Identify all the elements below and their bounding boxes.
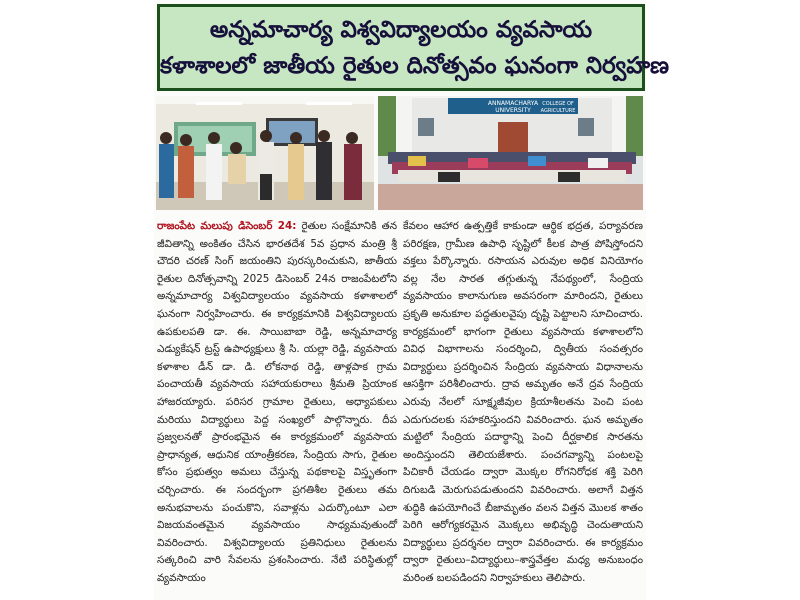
banner-text-2: UNIVERSITY xyxy=(495,107,531,114)
dateline: రాజంపేట మలుపు డిసెంబర్ 24: xyxy=(157,220,297,232)
headline-line-1: అన్నమాచార్య విశ్వవిద్యాలయం వ్యవసాయ xyxy=(209,17,593,43)
article-text-left: రైతుల సంక్షేమానికి తన జీవితాన్ని అంకితం చేసిన భారతదేశ 5వ ప్రధాన మంత్రి శ్రీ చౌదరి చరణ్ సింగ్ జయంతిని పురస్కరించుకుని, జాతీయ రైతుల దినోత్సవాన్ని 2025 డిసెంబర్ 24న రాజంపేటలోని అన్నమాచార్య విశ్వవిద్యాలయం వ్యవసాయ కళాశాలలో ఘనంగా నిర్వహించారు. ఈ కార్యక్రమానికి విశ్వవిద్యాలయ ఉపకులపతి డా. ఈ. సాయిబాబా రెడ్డి, అన్నమాచార్య ఎడ్యుకేషన్ ట్రస్ట్ ఉపాధ్యక్షులు శ్రీ సి. యల్లా రెడ్డి, వ్యవసాయ కళాశాల డీన్ డా. డి. లోకనాథ రెడ్డి, తాళ్లపాక గ్రామ పంచాయతీ వ్యవసాయ సహాయకురాలు శ్రీమతి ప్రియాంక హాజరయ్యారు. పరిసర గ్రామాల రైతులు, అధ్యాపకులు మరియు విద్యార్థులు పెద్ద సంఖ్యలో పాల్గొన్నారు. దీప ప్రజ్వలనతో ప్రారంభమైన ఈ కార్యక్రమంలో వ్యవసాయ ప్రాధాన్యత, ఆధునిక యాంత్రీకరణ, సేంద్రియ సాగు, రైతుల కోసం ప్రభుత్వం అమలు చేస్తున్న పథకాలపై విస్తృతంగా చర్చించారు. ఈ సందర్భంగా ప్రగతిశీల రైతులు తమ అనుభవాలను పంచుకొని, సవాళ్లను ఎదుర్కొంటూ ఎలా విజయవంతమైన వ్యవసాయం సాధ్యమవుతుందో వివరించారు. విశ్వవిద్యాలయ ప్రతినిధులు రైతులను సత్కరించి వారి సేవలను ప్రశంసించారు. నేటి పరిస్థితుల్లో వ్యవసాయం xyxy=(157,220,397,584)
article-paragraph-left xyxy=(157,218,397,587)
headline-line-2: కళాశాలలో జాతీయ రైతుల దినోత్సవం ఘనంగా నిర్వహణ xyxy=(160,53,669,79)
event-photo-felicitation xyxy=(156,96,374,210)
felicitation-scene xyxy=(156,96,374,210)
event-photo-group xyxy=(378,96,643,210)
banner-text-4: AGRICULTURE xyxy=(540,108,576,114)
article-text-right: కేవలం ఆహార ఉత్పత్తికే కాకుండా ఆర్థిక భద్రత, పర్యావరణ పరిరక్షణ, గ్రామీణ ఉపాధి సృష్టిలో కీలక పాత్ర పోషిస్తోందని వక్తలు పేర్కొన్నారు. రసాయన ఎరువుల అధిక వినియోగం వల్ల నేల సారత తగ్గుతున్న నేపథ్యంలో, సేంద్రియ వ్యవసాయం కాలానుగుణ అవసరంగా మారిందని, రైతులు ప్రకృతి అనుకూల పద్ధతులవైపు దృష్టి పెట్టాలని సూచించారు. కార్యక్రమంలో భాగంగా రైతులు వ్యవసాయ కళాశాలలోని వివిధ విభాగాలను సందర్శించి, ద్వితీయ సంవత్సరం విద్యార్థులు ప్రదర్శించిన సేంద్రియ వ్యవసాయ విధానాలను ఆసక్తిగా పరిశీలించారు. ద్రావ అమృతం అనే ద్రవ సేంద్రియ ఎరువు నేలలో సూక్ష్మజీవుల క్రియాశీలతను పెంచి పంట ఎదుగుదలకు సహకరిస్తుందని వివరించారు. ఘన అమృతం మట్టిలో సేంద్రియ పదార్థాన్ని పెంచి దీర్ఘకాలిక సారతను అందిస్తుందని తెలియజేశారు. పంచగవ్యాన్ని పంటలపై పిచికారీ చేయడం ద్వారా మొక్కల రోగనిరోధక శక్తి పెరిగి దిగుబడి మెరుగుపడుతుందని వివరించారు. అలాగే విత్తన శుద్ధికి ఉపయోగించే బీజామృతం వలన విత్తన మొలక శాతం పెరిగి ఆరోగ్యకరమైన మొక్కలు అభివృద్ధి చెందుతాయని విద్యార్థులు ప్రదర్శనల ద్వారా వివరించారు. ఈ కార్యక్రమం ద్వారా రైతులు–విద్యార్థులు–శాస్త్రవేత్తల మధ్య అనుబంధం మరింత బలపడిందని నిర్వాహకులు తెలిపారు. xyxy=(403,220,643,584)
article-column-left xyxy=(157,218,397,587)
headline-box xyxy=(157,4,669,91)
article-column-right xyxy=(403,218,643,587)
banner-text-1: ANNAMACHARYA xyxy=(487,100,539,107)
group-photo-scene xyxy=(378,96,643,210)
banner-text-3: COLLEGE OF xyxy=(542,101,574,107)
